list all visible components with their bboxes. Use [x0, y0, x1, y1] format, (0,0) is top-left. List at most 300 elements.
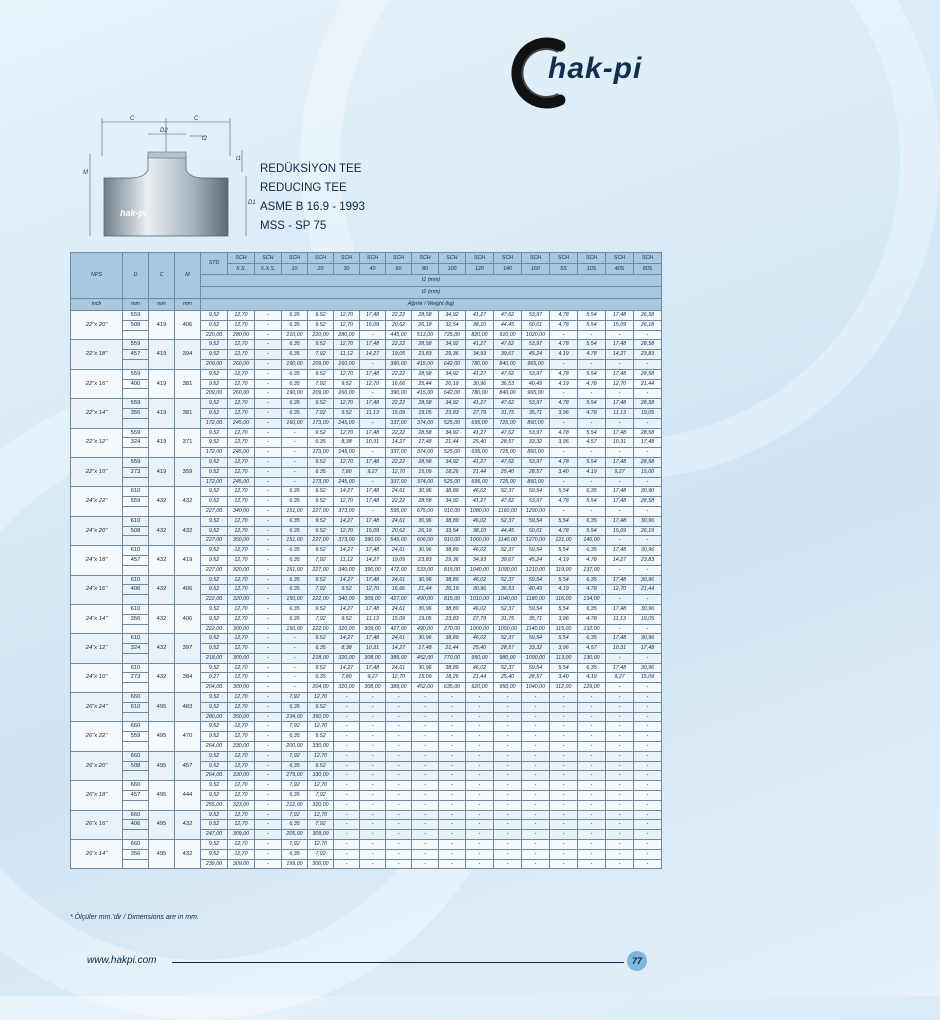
- cell-value: -: [386, 800, 412, 810]
- cell-value: 6,35: [282, 320, 308, 330]
- cell-value: 9.52: [201, 379, 228, 389]
- cell-value: -: [255, 859, 282, 869]
- cell-value: 525,00: [439, 448, 466, 458]
- cell-value: 4.78: [550, 340, 578, 350]
- cell-value: -: [334, 830, 360, 840]
- cell-value: 245,00: [334, 418, 360, 428]
- table-row: [71, 604, 662, 614]
- cell-value: 17,48: [360, 369, 386, 379]
- cell-value: -: [466, 820, 494, 830]
- cell-value: 300,00: [308, 859, 334, 869]
- cell-value: 41,27: [466, 428, 494, 438]
- cell-value: 6.35: [282, 379, 308, 389]
- cell-value: 199,00: [282, 859, 308, 869]
- cell-value: 25,40: [494, 673, 522, 683]
- cell-value: 9.52: [201, 555, 228, 565]
- cell-value: 4.78: [550, 526, 578, 536]
- cell-value: 46,02: [466, 575, 494, 585]
- cell-value: 34,93: [466, 350, 494, 360]
- cell-value: 4,19: [578, 673, 606, 683]
- cell-value: -: [466, 791, 494, 801]
- cell-value: 47,62: [494, 497, 522, 507]
- cell-value: -: [255, 849, 282, 859]
- cell-value: 9.52: [201, 732, 228, 742]
- cell-value: 9.52: [201, 311, 228, 321]
- cell-d: [123, 506, 149, 516]
- cell-value: -: [494, 742, 522, 752]
- cell-nps: 24"x 12": [71, 634, 123, 663]
- cell-value: 390,00: [360, 565, 386, 575]
- cell-c: 495: [149, 781, 175, 810]
- cell-value: -: [255, 742, 282, 752]
- cell-value: 24,61: [386, 546, 412, 556]
- website-link[interactable]: www.hakpi.com: [87, 955, 157, 966]
- cell-value: -: [606, 448, 634, 458]
- cell-value: 9.52: [201, 487, 228, 497]
- cell-value: 6.35: [282, 408, 308, 418]
- cell-value: -: [360, 820, 386, 830]
- header-weight: Ağırlık / Weight (kg): [201, 299, 662, 311]
- cell-value: -: [255, 340, 282, 350]
- cell-value: 309,00: [360, 624, 386, 634]
- cell-value: 12,70: [334, 497, 360, 507]
- cell-value: -: [360, 810, 386, 820]
- cell-value: 227,00: [201, 565, 228, 575]
- cell-value: 47,62: [494, 311, 522, 321]
- table-row: [71, 663, 662, 673]
- cell-value: 24,61: [386, 516, 412, 526]
- header-sch-sub: 10S: [578, 264, 606, 275]
- table-row: [71, 457, 662, 467]
- cell-value: -: [522, 800, 550, 810]
- cell-value: 12,70: [228, 369, 255, 379]
- cell-value: 9.52: [201, 722, 228, 732]
- cell-value: 40,49: [522, 379, 550, 389]
- reducing-tee-drawing: [80, 112, 256, 242]
- cell-value: -: [550, 849, 578, 859]
- cell-value: 490,00: [412, 624, 439, 634]
- cell-value: -: [334, 791, 360, 801]
- cell-value: 245,00: [228, 418, 255, 428]
- cell-value: 30,96: [634, 516, 662, 526]
- cell-value: 38,89: [439, 604, 466, 614]
- cell-value: 28,57: [522, 673, 550, 683]
- cell-c: 419: [149, 399, 175, 428]
- cell-c: 495: [149, 810, 175, 839]
- cell-value: -: [578, 751, 606, 761]
- cell-value: 330,00: [228, 742, 255, 752]
- cell-value: 30,96: [634, 634, 662, 644]
- cell-value: 47,62: [494, 340, 522, 350]
- cell-value: 340,00: [334, 565, 360, 575]
- cell-value: 5.54: [578, 311, 606, 321]
- cell-value: -: [334, 693, 360, 703]
- cell-value: -: [439, 849, 466, 859]
- cell-value: 390,00: [386, 359, 412, 369]
- cell-value: -: [494, 751, 522, 761]
- cell-value: 1020,00: [522, 330, 550, 340]
- cell-value: -: [550, 702, 578, 712]
- cell-value: 17,48: [634, 438, 662, 448]
- cell-value: 309,00: [360, 595, 386, 605]
- cell-value: -: [578, 761, 606, 771]
- cell-value: 25,40: [466, 438, 494, 448]
- cell-value: -: [412, 771, 439, 781]
- cell-value: -: [334, 722, 360, 732]
- cell-value: -: [634, 359, 662, 369]
- cell-value: 22,22: [386, 457, 412, 467]
- cell-value: 47,62: [494, 428, 522, 438]
- cell-value: 17,48: [606, 497, 634, 507]
- cell-value: 6,35: [578, 634, 606, 644]
- cell-c: 432: [149, 546, 175, 575]
- cell-value: 390,00: [360, 536, 386, 546]
- cell-value: -: [439, 859, 466, 869]
- cell-value: 1140,00: [494, 536, 522, 546]
- cell-d: 356: [123, 614, 149, 624]
- cell-value: 9.52: [201, 840, 228, 850]
- cell-d: 610: [123, 702, 149, 712]
- cell-value: -: [466, 810, 494, 820]
- cell-value: 12,70: [228, 467, 255, 477]
- cell-value: 9.52: [201, 604, 228, 614]
- header-sch: SCH: [334, 253, 360, 264]
- cell-value: -: [360, 840, 386, 850]
- cell-value: 390,00: [386, 389, 412, 399]
- cell-value: 17,48: [360, 575, 386, 585]
- cell-value: -: [550, 781, 578, 791]
- cell-value: 9.52: [308, 457, 334, 467]
- cell-value: 41,27: [466, 340, 494, 350]
- cell-value: -: [255, 673, 282, 683]
- cell-value: 12,70: [360, 379, 386, 389]
- cell-value: 1290,00: [522, 506, 550, 516]
- cell-value: 840,00: [494, 359, 522, 369]
- cell-value: 40,49: [522, 585, 550, 595]
- cell-value: 320,00: [334, 653, 360, 663]
- cell-value: 525,00: [439, 477, 466, 487]
- cell-value: 7.92: [308, 350, 334, 360]
- cell-value: 9,27: [606, 673, 634, 683]
- cell-value: -: [466, 732, 494, 742]
- cell-value: 9.52: [201, 497, 228, 507]
- cell-m: 406: [175, 575, 201, 604]
- cell-value: 26,19: [439, 585, 466, 595]
- cell-value: 30,96: [412, 516, 439, 526]
- label-d1: D1: [248, 200, 256, 206]
- cell-value: -: [466, 712, 494, 722]
- cell-value: -: [255, 467, 282, 477]
- cell-d: 559: [123, 340, 149, 350]
- table-row: [71, 546, 662, 556]
- cell-d: 610: [123, 487, 149, 497]
- cell-value: 545,00: [386, 536, 412, 546]
- cell-value: -: [360, 751, 386, 761]
- cell-value: 820,00: [466, 330, 494, 340]
- cell-value: 6,35: [578, 575, 606, 585]
- cell-value: -: [606, 389, 634, 399]
- cell-value: 12,70: [334, 526, 360, 536]
- cell-value: -: [606, 565, 634, 575]
- label-c-left: C: [130, 116, 135, 122]
- cell-value: 1000,00: [466, 624, 494, 634]
- cell-value: 36,53: [494, 379, 522, 389]
- cell-value: 6.35: [282, 340, 308, 350]
- cell-value: 150,00: [282, 624, 308, 634]
- cell-value: 30,96: [412, 575, 439, 585]
- label-m: M: [83, 170, 88, 176]
- header-d: D: [123, 253, 149, 299]
- cell-value: 28,58: [634, 399, 662, 409]
- cell-value: 9.52: [201, 585, 228, 595]
- cell-value: -: [550, 761, 578, 771]
- cell-d: 273: [123, 467, 149, 477]
- cell-d: [123, 712, 149, 722]
- cell-value: -: [578, 781, 606, 791]
- cell-value: -: [412, 791, 439, 801]
- header-sch-sub: 10: [282, 264, 308, 275]
- cell-value: 47,62: [494, 369, 522, 379]
- cell-value: -: [439, 830, 466, 840]
- cell-value: 7,92: [282, 781, 308, 791]
- cell-value: -: [578, 849, 606, 859]
- cell-m: 406: [175, 604, 201, 633]
- cell-value: -: [606, 653, 634, 663]
- cell-value: 309,00: [228, 830, 255, 840]
- cell-value: 28,58: [412, 457, 439, 467]
- cell-value: 23,83: [634, 555, 662, 565]
- header-sch-sub: 80S: [634, 264, 662, 275]
- cell-value: 190,00: [282, 359, 308, 369]
- cell-value: -: [578, 810, 606, 820]
- cell-value: 59,54: [522, 516, 550, 526]
- cell-value: 7,92: [282, 751, 308, 761]
- cell-value: 770,00: [439, 653, 466, 663]
- cell-value: 337,00: [386, 418, 412, 428]
- cell-value: 17,48: [360, 487, 386, 497]
- cell-value: 38,89: [439, 575, 466, 585]
- cell-value: 4.19: [550, 350, 578, 360]
- cell-m: 483: [175, 693, 201, 722]
- cell-value: 9.52: [201, 849, 228, 859]
- cell-d: 660: [123, 722, 149, 732]
- cell-value: 12,70: [308, 810, 334, 820]
- cell-value: 16,66: [386, 585, 412, 595]
- header-sch: SCH: [386, 253, 412, 264]
- cell-value: 31,75: [494, 614, 522, 624]
- cell-value: 116,00: [550, 595, 578, 605]
- cell-c: 495: [149, 840, 175, 869]
- cell-value: 17,48: [360, 497, 386, 507]
- cell-value: 3,40: [550, 673, 578, 683]
- cell-m: 381: [175, 369, 201, 398]
- product-titles: [260, 160, 365, 236]
- cell-value: 5,54: [550, 546, 578, 556]
- cell-value: -: [282, 653, 308, 663]
- cell-value: 330,00: [308, 771, 334, 781]
- cell-value: 6.35: [282, 585, 308, 595]
- table-row: [71, 722, 662, 732]
- cell-value: 121,00: [550, 536, 578, 546]
- cell-value: -: [334, 761, 360, 771]
- cell-d: 559: [123, 497, 149, 507]
- cell-d: 559: [123, 399, 149, 409]
- cell-value: 30,96: [412, 604, 439, 614]
- footnote: * Ölçüler mm.'dir / Dimensions are in mm.: [70, 914, 199, 921]
- cell-c: 432: [149, 487, 175, 516]
- cell-value: -: [522, 771, 550, 781]
- cell-value: 28,58: [634, 457, 662, 467]
- cell-value: -: [466, 771, 494, 781]
- cell-nps: 26"x 24": [71, 693, 123, 722]
- cell-value: 9.52: [308, 702, 334, 712]
- cell-value: 227,00: [308, 536, 334, 546]
- cell-value: 1050,00: [494, 624, 522, 634]
- cell-value: 635,00: [439, 683, 466, 693]
- cell-d: 400: [123, 379, 149, 389]
- cell-value: -: [386, 761, 412, 771]
- cell-value: 12,70: [308, 722, 334, 732]
- table-row: [71, 311, 662, 321]
- cell-value: -: [578, 859, 606, 869]
- cell-value: 17,48: [606, 546, 634, 556]
- cell-value: 9.52: [201, 810, 228, 820]
- cell-value: 9.52: [308, 320, 334, 330]
- cell-value: 12,70: [228, 350, 255, 360]
- cell-value: -: [412, 712, 439, 722]
- cell-value: -: [255, 683, 282, 693]
- cell-value: -: [282, 438, 308, 448]
- cell-value: -: [360, 771, 386, 781]
- cell-value: 210,00: [282, 330, 308, 340]
- cell-value: -: [255, 575, 282, 585]
- cell-d: 610: [123, 516, 149, 526]
- cell-value: -: [634, 536, 662, 546]
- cell-value: -: [360, 477, 386, 487]
- cell-value: -: [360, 859, 386, 869]
- cell-value: 6.35: [308, 438, 334, 448]
- cell-value: -: [255, 644, 282, 654]
- cell-value: -: [606, 693, 634, 703]
- cell-value: 46,02: [466, 516, 494, 526]
- cell-value: 725,00: [439, 330, 466, 340]
- cell-value: -: [466, 840, 494, 850]
- cell-value: 14,27: [334, 604, 360, 614]
- cell-value: -: [550, 506, 578, 516]
- cell-value: -: [578, 732, 606, 742]
- table-row: [71, 369, 662, 379]
- cell-value: 209,00: [308, 359, 334, 369]
- cell-value: -: [439, 761, 466, 771]
- cell-d: 406: [123, 820, 149, 830]
- cell-value: 9.52: [201, 644, 228, 654]
- cell-value: 320,00: [308, 800, 334, 810]
- cell-nps: 26"x 20": [71, 751, 123, 780]
- cell-value: 9.52: [308, 369, 334, 379]
- cell-value: 340,00: [334, 595, 360, 605]
- cell-value: 15,09: [412, 467, 439, 477]
- cell-value: 12,70: [228, 379, 255, 389]
- cell-value: 17,48: [606, 428, 634, 438]
- cell-value: -: [282, 644, 308, 654]
- cell-m: 432: [175, 840, 201, 869]
- cell-value: 12,70: [334, 320, 360, 330]
- cell-value: 9,27: [360, 673, 386, 683]
- cell-value: 15,09: [606, 526, 634, 536]
- cell-c: 432: [149, 516, 175, 545]
- cell-value: -: [412, 810, 439, 820]
- cell-value: 6.35: [282, 399, 308, 409]
- cell-value: 12,70: [334, 399, 360, 409]
- cell-value: 151,00: [282, 536, 308, 546]
- cell-value: 204,00: [308, 683, 334, 693]
- cell-value: -: [606, 536, 634, 546]
- cell-value: 28,58: [412, 311, 439, 321]
- cell-value: -: [578, 820, 606, 830]
- cell-value: 28,57: [494, 438, 522, 448]
- cell-value: -: [255, 408, 282, 418]
- cell-value: -: [606, 683, 634, 693]
- cell-value: -: [360, 330, 386, 340]
- cell-value: -: [522, 810, 550, 820]
- cell-value: 350,00: [228, 712, 255, 722]
- header-unit-mm: mm: [149, 299, 175, 311]
- cell-value: -: [578, 742, 606, 752]
- cell-m: 444: [175, 781, 201, 810]
- cell-value: 50,01: [522, 526, 550, 536]
- cell-value: -: [255, 477, 282, 487]
- cell-value: 1090,00: [522, 653, 550, 663]
- table-row: [71, 840, 662, 850]
- cell-value: 172,00: [201, 418, 228, 428]
- cell-value: -: [412, 761, 439, 771]
- cell-value: -: [494, 712, 522, 722]
- cell-value: 17,48: [606, 457, 634, 467]
- cell-value: -: [255, 693, 282, 703]
- cell-value: 14,27: [606, 350, 634, 360]
- cell-value: 21,44: [634, 379, 662, 389]
- cell-value: 4.78: [550, 497, 578, 507]
- cell-value: 260,00: [228, 359, 255, 369]
- cell-value: -: [522, 732, 550, 742]
- cell-value: 46,02: [466, 604, 494, 614]
- cell-value: -: [494, 820, 522, 830]
- cell-c: 419: [149, 457, 175, 486]
- cell-value: 4.19: [550, 379, 578, 389]
- cell-value: 22,22: [386, 340, 412, 350]
- cell-value: 15,09: [412, 673, 439, 683]
- cell-value: 24,61: [386, 634, 412, 644]
- header-sch-sub: 20: [308, 264, 334, 275]
- cell-value: 25,44: [412, 379, 439, 389]
- cell-nps: 26"x 18": [71, 781, 123, 810]
- cell-value: -: [550, 712, 578, 722]
- cell-value: -: [255, 840, 282, 850]
- cell-value: 6,35: [578, 546, 606, 556]
- cell-value: 9.52: [201, 467, 228, 477]
- cell-value: 12,70: [228, 408, 255, 418]
- cell-value: 14,27: [386, 644, 412, 654]
- cell-value: 9.52: [308, 604, 334, 614]
- cell-value: -: [606, 830, 634, 840]
- cell-value: 119,00: [550, 565, 578, 575]
- cell-value: 59,54: [522, 546, 550, 556]
- cell-value: 17,48: [606, 369, 634, 379]
- cell-value: 12,70: [228, 399, 255, 409]
- header-c: C: [149, 253, 175, 299]
- cell-value: -: [255, 350, 282, 360]
- cell-value: 9.52: [308, 663, 334, 673]
